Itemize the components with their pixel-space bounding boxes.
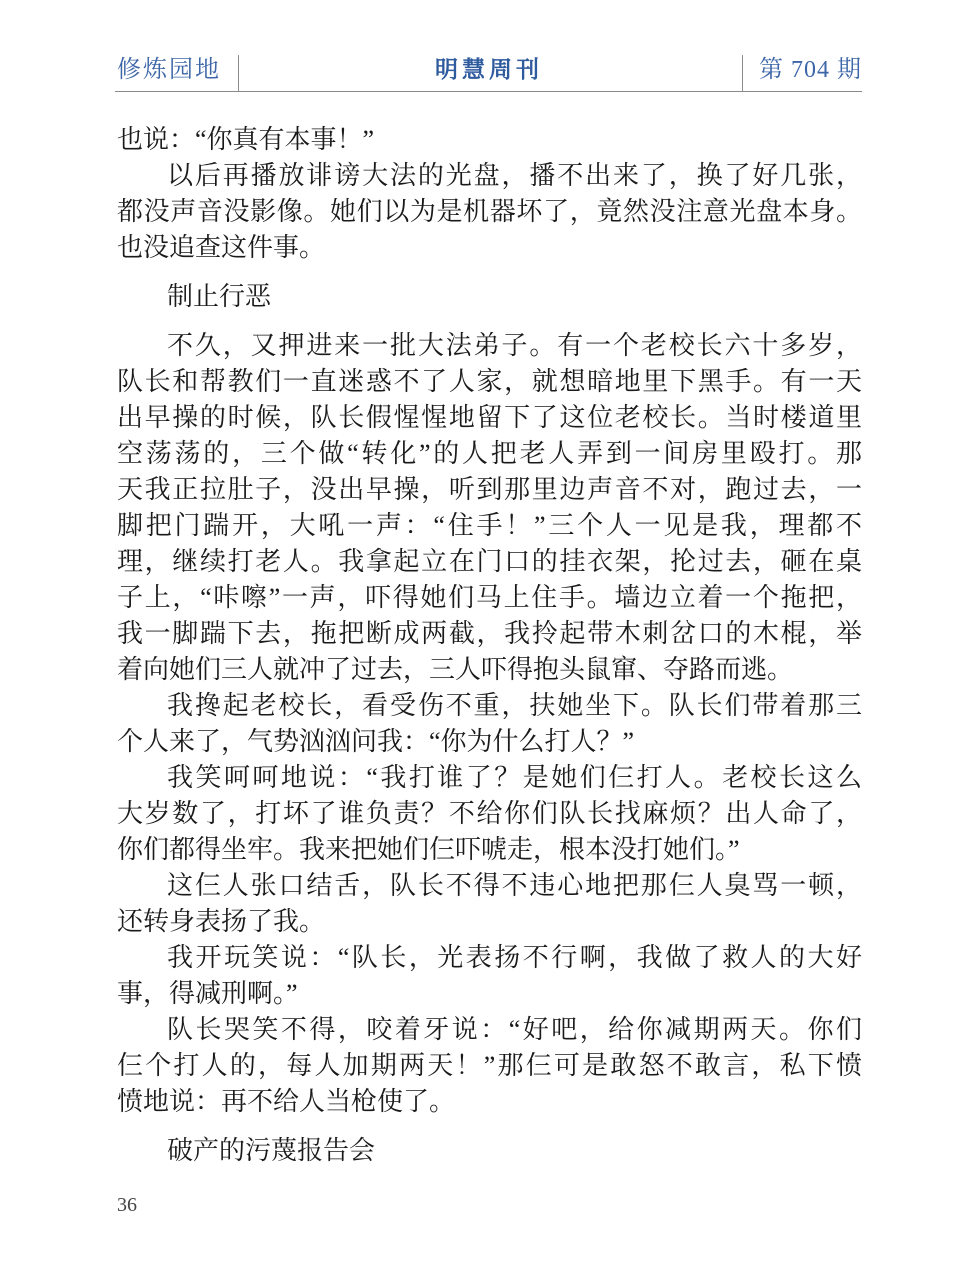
paragraph <box>117 122 862 158</box>
text-line: 也说：“你真有本事！” <box>117 125 375 154</box>
article-body <box>117 122 862 1182</box>
text-line: 个人来了，气势汹汹问我：“你为什么打人？” <box>117 727 635 756</box>
text-line: 子上，“咔嚓”一声，吓得她们马上住手。墙边立着一个拖把， <box>117 583 862 612</box>
text-line: 我搀起老校长，看受伤不重，扶她坐下。队长们带着那三 <box>167 691 862 720</box>
text-line: 我一脚踹下去，拖把断成两截，我拎起带木刺岔口的木棍，举 <box>117 619 862 648</box>
text-line: 脚把门踹开，大吼一声：“住手！”三个人一见是我，理都不 <box>117 511 862 540</box>
header-publication-title: 明慧周刊 <box>435 57 543 83</box>
text-line: 不久，又押进来一批大法弟子。有一个老校长六十多岁， <box>167 331 862 360</box>
paragraph <box>117 760 862 868</box>
section-heading: 制止行恶 <box>167 282 272 312</box>
paragraph <box>117 158 862 266</box>
text-line: 着向她们三人就冲了过去，三人吓得抱头鼠窜、夺路而逃。 <box>117 655 794 684</box>
text-line: 以后再播放诽谤大法的光盘，播不出来了，换了好几张， <box>167 161 862 190</box>
text-line: 大岁数了，打坏了谁负责？不给你们队长找麻烦？出人命了， <box>117 799 862 828</box>
text-line: 队长和帮教们一直迷惑不了人家，就想暗地里下黑手。有一天 <box>117 367 862 396</box>
text-line: 理，继续打老人。我拿起立在门口的挂衣架，抡过去，砸在桌 <box>117 547 862 576</box>
paragraph <box>117 688 862 760</box>
section-heading: 破产的污蔑报告会 <box>167 1136 376 1166</box>
text-line: 天我正拉肚子，没出早操，听到那里边声音不对，跑过去，一 <box>117 475 862 504</box>
text-line: 愤地说：再不给人当枪使了。 <box>117 1087 456 1116</box>
paragraph <box>117 1012 862 1120</box>
text-line: 队长哭笑不得，咬着牙说：“好吧，给你减期两天。你们 <box>167 1015 862 1044</box>
text-line: 这仨人张口结舌，队长不得不违心地把那仨人臭骂一顿， <box>167 871 862 900</box>
text-line: 还转身表扬了我。 <box>117 907 326 936</box>
header-divider-left <box>238 55 239 91</box>
text-line: 空荡荡的，三个做“转化”的人把老人弄到一间房里殴打。那 <box>117 439 862 468</box>
header-rule <box>115 91 862 92</box>
text-line: 出早操的时候，队长假惺惺地留下了这位老校长。当时楼道里 <box>117 403 862 432</box>
text-line: 也没追查这件事。 <box>117 233 326 262</box>
paragraph <box>117 940 862 1012</box>
paragraph <box>117 328 862 688</box>
text-line: 我笑呵呵地说：“我打谁了？是她们仨打人。老校长这么 <box>167 763 862 792</box>
page-number: 36 <box>117 1194 137 1216</box>
text-line: 事，得减刑啊。” <box>117 979 298 1008</box>
text-line: 仨个打人的，每人加期两天！”那仨可是敢怒不敢言，私下愤 <box>117 1051 862 1080</box>
header-section-name: 修炼园地 <box>117 57 221 83</box>
text-line: 我开玩笑说：“队长，光表扬不行啊，我做了救人的大好 <box>167 943 862 972</box>
paragraph <box>117 868 862 940</box>
text-line: 都没声音没影像。她们以为是机器坏了，竟然没注意光盘本身。 <box>117 197 862 226</box>
text-line: 你们都得坐牢。我来把她们仨吓唬走，根本没打她们。” <box>117 835 740 864</box>
header-issue-number: 第 704 期 <box>759 57 862 83</box>
